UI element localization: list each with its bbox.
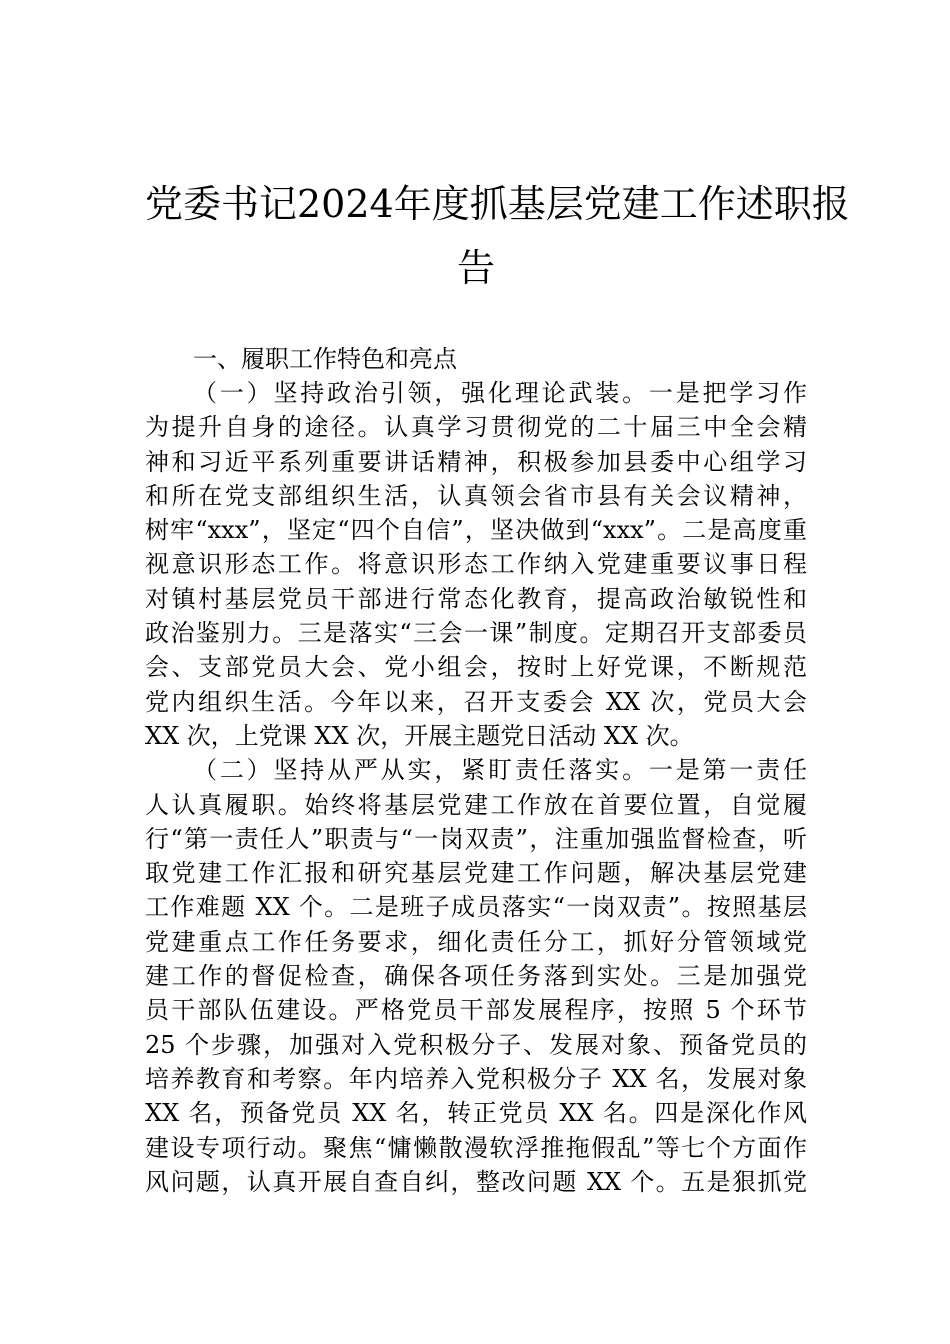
paragraph-2 (145, 753, 807, 1199)
text-line: 神和习近平系列重要讲话精神，积极参加县委中心组学习 (145, 447, 807, 476)
text-line: 视意识形态工作。将意识形态工作纳入党建重要议事日程 (145, 550, 807, 579)
text-line: 风问题，认真开展自查自纠，整改问题 XX 个。五是狠抓党 (145, 1167, 807, 1196)
paragraph-1 (145, 376, 807, 753)
text-line: 树牢“xxx”，坚定“四个自信”，坚决做到“xxx”。二是高度重 (145, 516, 807, 545)
text-line: 25 个步骤，加强对入党积极分子、发展对象、预备党员的 (145, 1030, 807, 1059)
text-line: 会、支部党员大会、党小组会，按时上好党课，不断规范 (145, 653, 807, 682)
text-line: 取党建工作汇报和研究基层党建工作问题，解决基层党建 (145, 859, 807, 888)
document-page (145, 172, 850, 1199)
section-heading: 一、履职工作特色和亮点 (193, 345, 457, 373)
text-line: 和所在党支部组织生活，认真领会省市县有关会议精神， (145, 481, 807, 510)
text-line: 对镇村基层党员干部进行常态化教育，提高政治敏锐性和 (145, 584, 807, 613)
text-line: 党内组织生活。今年以来，召开支委会 XX 次，党员大会 (145, 687, 807, 716)
text-line: XX 次，上党课 XX 次，开展主题党日活动 XX 次。 (145, 721, 694, 750)
text-line: （二）坚持从严从实，紧盯责任落实。一是第一责任 (193, 756, 807, 785)
title-line: 告 (456, 246, 495, 290)
text-line: 为提升自身的途径。认真学习贯彻党的二十届三中全会精 (145, 413, 807, 442)
text-line: （一）坚持政治引领，强化理论武装。一是把学习作 (193, 379, 807, 407)
text-line: 行“第一责任人”职责与“一岗双责”，注重加强监督检查，听 (145, 824, 807, 853)
text-line: 人认真履职。始终将基层党建工作放在首要位置，自觉履 (145, 790, 807, 819)
document-title (145, 172, 850, 300)
text-line: 政治鉴别力。三是落实“三会一课”制度。定期召开支部委员 (145, 619, 807, 648)
text-line: 建工作的督促检查，确保各项任务落到实处。三是加强党 (145, 962, 807, 991)
text-line: 建设专项行动。聚焦“慵懒散漫软浮推拖假乱”等七个方面作 (145, 1133, 807, 1162)
text-line: XX 名，预备党员 XX 名，转正党员 XX 名。四是深化作风 (145, 1099, 807, 1128)
text-line: 员干部队伍建设。严格党员干部发展程序，按照 5 个环节 (145, 996, 807, 1025)
text-line: 党建重点工作任务要求，细化责任分工，抓好分管领域党 (145, 927, 807, 956)
text-line: 工作难题 XX 个。二是班子成员落实“一岗双责”。按照基层 (145, 893, 807, 922)
title-line: 党委书记2024年度抓基层党建工作述职报 (145, 182, 850, 226)
text-line: 培养教育和考察。年内培养入党积极分子 XX 名，发展对象 (145, 1064, 807, 1093)
